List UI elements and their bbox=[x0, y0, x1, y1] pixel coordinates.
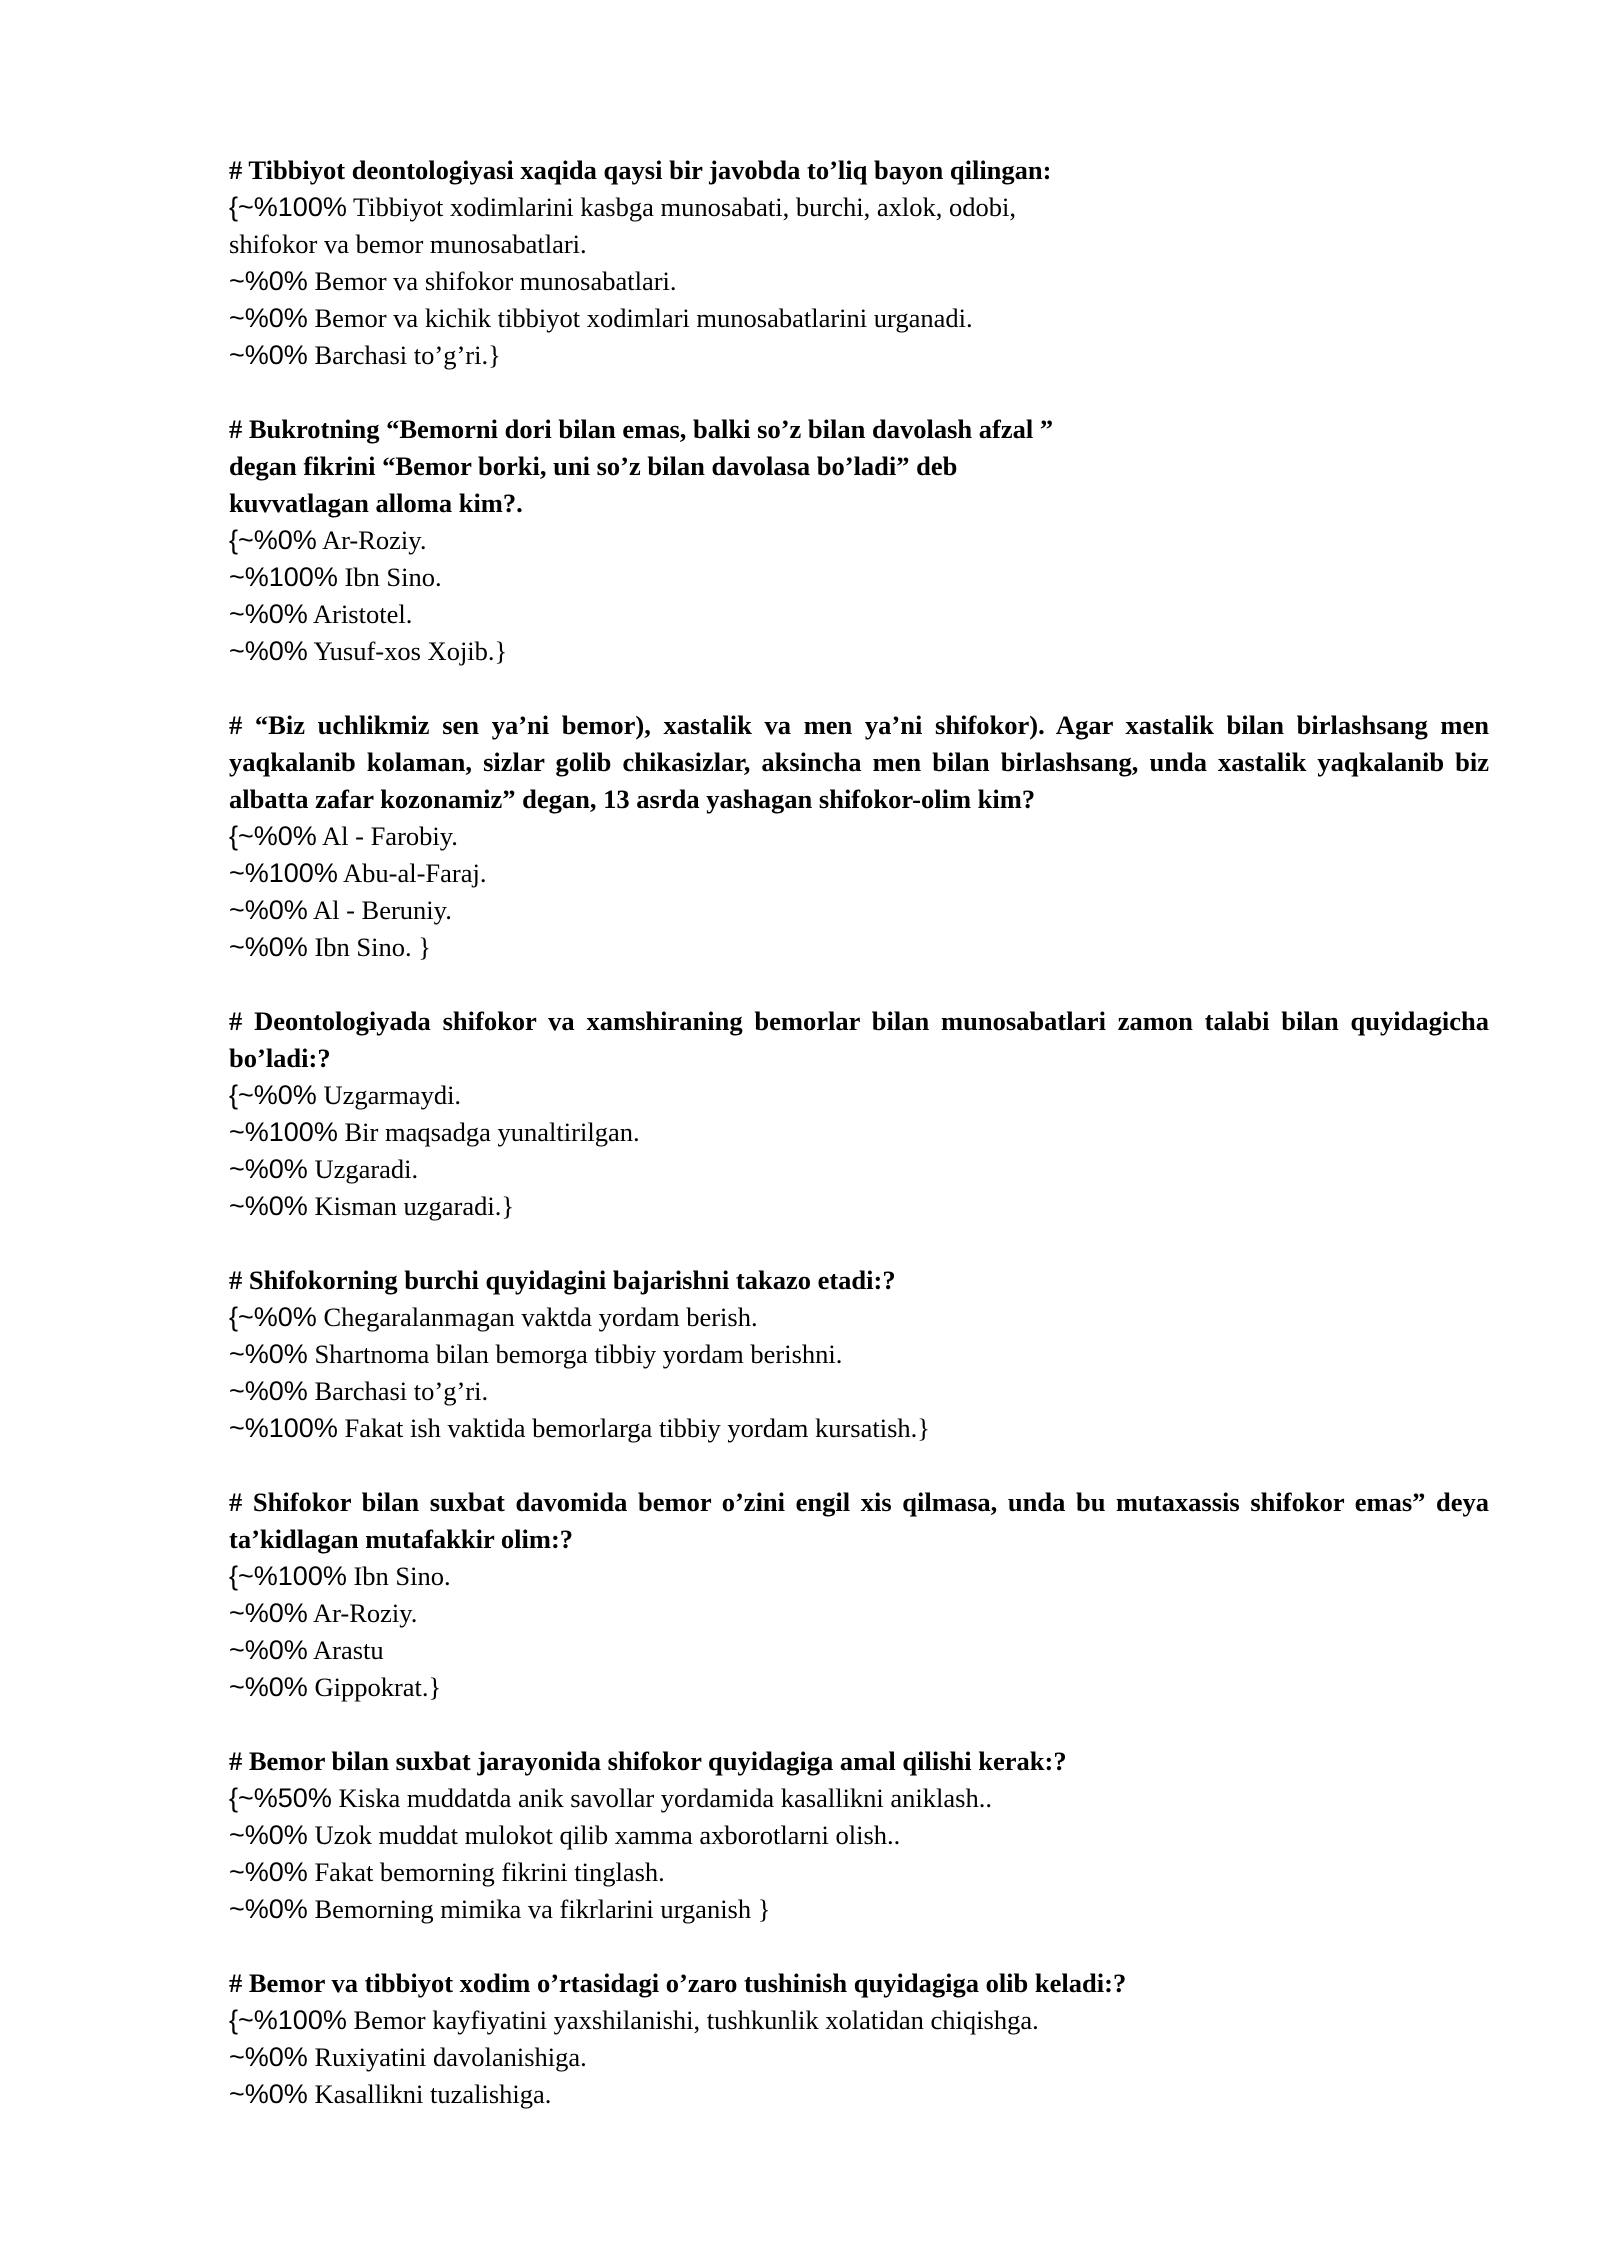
answer-mark: {~%0% bbox=[229, 525, 317, 555]
answer-mark: ~%0% bbox=[229, 1820, 308, 1850]
answer-mark: ~%0% bbox=[229, 1672, 308, 1702]
answer-text: Bir maqsadga yunaltirilgan. bbox=[337, 1117, 640, 1147]
answer-mark: ~%0% bbox=[229, 895, 308, 925]
question-text: # Bukrotning “Bemorni dori bilan emas, balki so’z bilan davolash afzal ” degan fikrini “Bemor borki, uni so’z bilan davolasa bo’ladi” deb kuvvatlagan alloma kim?. bbox=[229, 414, 1054, 518]
answer-option bbox=[229, 1780, 1489, 1817]
answer-mark: ~%0% bbox=[229, 599, 308, 629]
answer-option bbox=[229, 1558, 1489, 1595]
question-7 bbox=[229, 1743, 1489, 1928]
answer-mark: ~%0% bbox=[229, 340, 308, 370]
answer-text: Bemor va kichik tibbiyot xodimlari munosabatlarini urganadi. bbox=[307, 303, 973, 333]
answer-option bbox=[229, 596, 1489, 633]
answer-text: Ibn Sino. bbox=[346, 1561, 451, 1591]
question-text: # Deontologiyada shifokor va xamshiraning bemorlar bilan munosabatlari zamon talabi bilan quyidagicha bo’ladi:? bbox=[229, 1006, 1489, 1073]
answer-option bbox=[229, 337, 1489, 374]
answer-option bbox=[229, 929, 1489, 966]
answer-text: Shartnoma bilan bemorga tibbiy yordam berishni. bbox=[307, 1339, 843, 1369]
answer-option bbox=[229, 522, 1489, 559]
answer-text: Uzok muddat mulokot qilib xamma axborotlarni olish.. bbox=[307, 1820, 901, 1850]
answer-mark: ~%0% bbox=[229, 1894, 308, 1924]
answer-text: Kiska muddatda anik savollar yordamida kasallikni aniklash.. bbox=[331, 1783, 992, 1813]
answer-mark: ~%100% bbox=[229, 562, 338, 592]
answer-option bbox=[229, 1632, 1489, 1669]
answer-option bbox=[229, 633, 1489, 670]
answer-option bbox=[229, 189, 1489, 263]
answer-text: Ar-Roziy. bbox=[307, 1598, 418, 1628]
answer-mark: ~%100% bbox=[229, 1117, 338, 1147]
answer-option bbox=[229, 1817, 1489, 1854]
answer-mark: ~%0% bbox=[229, 636, 308, 666]
answer-text: Tibbiyot xodimlarini kasbga munosabati, burchi, axlok, odobi, shifokor va bemor munosabatlari. bbox=[229, 192, 1016, 259]
answer-option bbox=[229, 2002, 1489, 2039]
answer-mark: ~%0% bbox=[229, 2042, 308, 2072]
answer-text: Kasallikni tuzalishiga. bbox=[307, 2079, 552, 2109]
answer-mark: ~%100% bbox=[229, 858, 338, 888]
answer-option bbox=[229, 892, 1489, 929]
answer-option bbox=[229, 855, 1489, 892]
answer-text: Bemor kayfiyatini yaxshilanishi, tushkunlik xolatidan chiqishga. bbox=[346, 2005, 1039, 2035]
answer-option bbox=[229, 1077, 1489, 1114]
answer-mark: ~%0% bbox=[229, 1598, 308, 1628]
answer-option bbox=[229, 1891, 1489, 1928]
answer-mark: ~%0% bbox=[229, 266, 308, 296]
answer-mark: {~%100% bbox=[229, 1561, 347, 1591]
answer-mark: {~%100% bbox=[229, 192, 347, 222]
answer-text: Kisman uzgaradi.} bbox=[307, 1191, 515, 1221]
answer-option bbox=[229, 1410, 1489, 1447]
answer-text: Abu-al-Faraj. bbox=[337, 858, 487, 888]
answer-mark: ~%0% bbox=[229, 1376, 308, 1406]
answer-text: Yusuf-xos Xojib.} bbox=[307, 636, 508, 666]
question-text: # Shifokor bilan suxbat davomida bemor o’zini engil xis qilmasa, unda bu mutaxassis shifokor emas” deya ta’kidlagan mutafakkir olim:? bbox=[229, 1487, 1489, 1554]
answer-option bbox=[229, 1669, 1489, 1706]
answer-option bbox=[229, 1595, 1489, 1632]
answer-mark: ~%100% bbox=[229, 1413, 338, 1443]
answer-text: Ruxiyatini davolanishiga. bbox=[307, 2042, 587, 2072]
question-3 bbox=[229, 707, 1489, 966]
question-4 bbox=[229, 1003, 1489, 1225]
answer-text: Ibn Sino. } bbox=[307, 932, 431, 962]
answer-mark: {~%0% bbox=[229, 821, 317, 851]
answer-mark: {~%100% bbox=[229, 2005, 347, 2035]
answer-option bbox=[229, 1854, 1489, 1891]
answer-mark: ~%0% bbox=[229, 1857, 308, 1887]
answer-mark: {~%0% bbox=[229, 1302, 317, 1332]
answer-text: Chegaralanmagan vaktda yordam berish. bbox=[316, 1302, 758, 1332]
answer-mark: ~%0% bbox=[229, 2079, 308, 2109]
answer-text: Barchasi to’g’ri.} bbox=[307, 340, 501, 370]
answer-option bbox=[229, 1114, 1489, 1151]
answer-text: Aristotel. bbox=[307, 599, 413, 629]
answer-text: Al - Farobiy. bbox=[316, 821, 458, 851]
answer-option bbox=[229, 2076, 1489, 2113]
answer-option bbox=[229, 1151, 1489, 1188]
answer-text: Fakat bemorning fikrini tinglash. bbox=[307, 1857, 665, 1887]
question-text: # Tibbiyot deontologiyasi xaqida qaysi bir javobda to’liq bayon qilingan: bbox=[229, 155, 1052, 185]
answer-text: Barchasi to’g’ri. bbox=[307, 1376, 489, 1406]
answer-option bbox=[229, 1373, 1489, 1410]
answer-mark: ~%0% bbox=[229, 303, 308, 333]
answer-text: Ar-Roziy. bbox=[316, 525, 427, 555]
answer-text: Al - Beruniy. bbox=[307, 895, 452, 925]
answer-mark: {~%50% bbox=[229, 1783, 332, 1813]
answer-option bbox=[229, 559, 1489, 596]
question-text: # Bemor bilan suxbat jarayonida shifokor quyidagiga amal qilishi kerak:? bbox=[229, 1746, 1067, 1776]
question-text: # “Biz uchlikmiz sen ya’ni bemor), xastalik va men ya’ni shifokor). Agar xastalik bilan birlashsang men yaqkalanib kolaman, sizlar golib chikasizlar, aksincha men bilan birlashsang, unda xastalik yaqkalanib biz albatta zafar kozonamiz” degan, 13 asrda yashagan shifokor-olim kim? bbox=[229, 710, 1489, 814]
question-2 bbox=[229, 411, 1489, 670]
answer-mark: ~%0% bbox=[229, 1154, 308, 1184]
question-text: # Bemor va tibbiyot xodim o’rtasidagi o’zaro tushinish quyidagiga olib keladi:? bbox=[229, 1968, 1127, 1998]
question-8 bbox=[229, 1965, 1489, 2113]
answer-text: Arastu bbox=[307, 1635, 384, 1665]
answer-option bbox=[229, 1299, 1489, 1336]
answer-text: Fakat ish vaktida bemorlarga tibbiy yordam kursatish.} bbox=[337, 1413, 931, 1443]
answer-mark: ~%0% bbox=[229, 1635, 308, 1665]
answer-option bbox=[229, 263, 1489, 300]
answer-text: Uzgaradi. bbox=[307, 1154, 419, 1184]
answer-option bbox=[229, 1188, 1489, 1225]
answer-option bbox=[229, 2039, 1489, 2076]
answer-text: Ibn Sino. bbox=[337, 562, 442, 592]
answer-text: Bemorning mimika va fikrlarini urganish } bbox=[307, 1894, 771, 1924]
answer-mark: ~%0% bbox=[229, 1339, 308, 1369]
answer-text: Bemor va shifokor munosabatlari. bbox=[307, 266, 677, 296]
question-6 bbox=[229, 1484, 1489, 1706]
answer-option bbox=[229, 818, 1489, 855]
answer-mark: {~%0% bbox=[229, 1080, 317, 1110]
answer-mark: ~%0% bbox=[229, 932, 308, 962]
answer-text: Gippokrat.} bbox=[307, 1672, 442, 1702]
question-text: # Shifokorning burchi quyidagini bajarishni takazo etadi:? bbox=[229, 1265, 896, 1295]
answer-option bbox=[229, 300, 1489, 337]
answer-option bbox=[229, 1336, 1489, 1373]
answer-text: Uzgarmaydi. bbox=[316, 1080, 462, 1110]
question-5 bbox=[229, 1262, 1489, 1447]
question-1 bbox=[229, 152, 1489, 374]
document-page bbox=[229, 152, 1489, 2150]
answer-mark: ~%0% bbox=[229, 1191, 308, 1221]
